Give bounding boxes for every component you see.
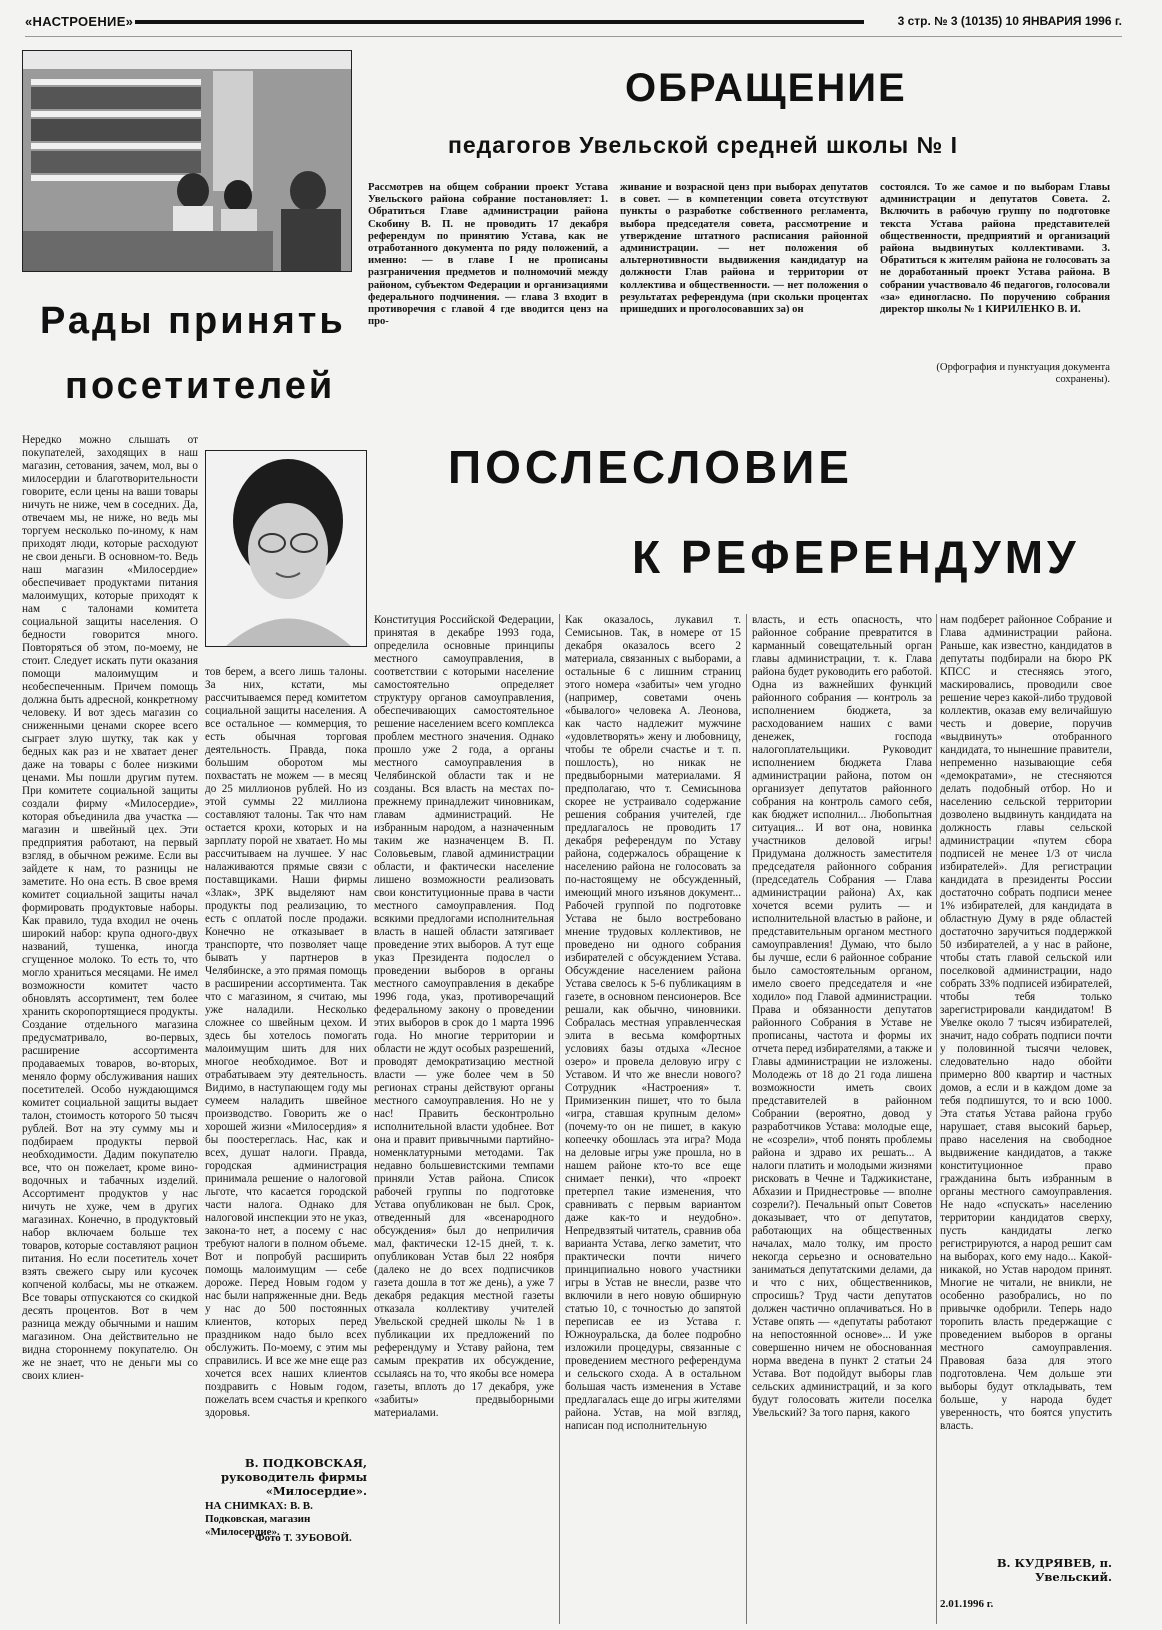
newspaper-section-title: «НАСТРОЕНИЕ» [25, 14, 134, 29]
appeal-column-2: живание и возрасной ценз при выборах депутатов в совет. — в компетенции совета отсутствуют пункты о разработке собственного регламента, выбора председателя совета, рассмотрение и утверждение штатного расписания районной администрации. — нет положения об альтернотивности выдвижения кандидатур на должности Глав района и территории от коллектива и общественности. — нет положения о результатах референдума (при скольки процентах пришедших и проголосовавших за) он [620, 182, 868, 316]
appeal-title: ОБРАЩЕНИЕ [625, 66, 907, 110]
afterword-column-2: Как оказалось, лукавил т. Семисынов. Так, в номере от 15 декабря оказалось всего 2 материала, связанных с выборами, а остальные 6 с лишним страниц этого номера «забиты» чем угодно (например, советами очень «бывалого» человека А. Леонова, как часто надлежит мужчине «удовлетворять» жену и любовницу, чтобы те обрели счастье и т. п. пошлость), но никак не предвыборными материалами. Я предполагаю, что т. Семисынова скорее не устраивало содержание решения собрания учителей, где предлагалось не проводить 17 декабря референдум по Уставу района, содержалось обращение к населению района не голосовать за по-настоящему не обсужденный, имеющий много изъянов документ... Рабочей группой по подготовке Устава не было востребовано мнение трудовых коллективов, не проведено ни одного собрания избирателей с обсуждением Устава. Обсуждение населением района Устава свелось к 5-6 публикациям в газете, в основном пенсионеров. Все решали, как обычно, чиновники. Собралась местная управленческая элита в весьма комфортных условиях базы отдыха «Лесное озеро» и провела деловую игру с Уставом. И что же внесли нового? Сотрудник «Настроения» т. Примизенкин пишет, что то была «игра, ставшая крупным делом» (почему-то он не пишет, в какую копеечку обошлась эта игра? Мода на деловые игры уже прошла, но в нашем районе кто-то все еще снимает пенки), что «проект претерпел такие изменения, что сравнивать с первым вариантом даже как-то и неудобно». Непредвзятый читатель, сравнив оба варианта Устава, легко заметит, что практически почти ничего принципиально нового участники игры в Устав не внесли, разве что включили в него новую обширную статью 10, с точностью до запятой переписав ее из Устава г. Южноуральска, да более подробно изложили процедуры, связанные с проведением местного референдума и сельского схода. А в остальном большая часть изменения в Уставе предлагалась еще до игры жителями района. Устав, на мой взгляд, написан под исполнительную [565, 614, 741, 1432]
visitors-column-1: Нередко можно слышать от покупателей, заходящих в наш магазин, сетования, зачем, мол, вы о милосердии и благотворительности говорите, если цены на ваши товары ничуть не ниже, чем в соседних. Да, отвечаем мы, не ниже, но ведь мы торгуем несколько по-иному, к нам приходят люди, которые расходуют не свои деньги. В основном-то. Ведь наш магазин «Милосердие» обеспечивает продуктами питания малоимущих, которые приходят к нам с талонами комитета социальной защиты населения. О бедности говорится много. Повторяться об этом, по-моему, не стоит. Следует искать пути оказания помощи малоимущим и нєобеспеченным. Причем помощь должна быть адресной, конкретному человеку. И вот здесь магазин со сниженными ценами скорее всего сыграет злую шутку, так как у бедных как раз и не хватает денег даже на товары с более низкими ценами. Мы пошли другим путем. При комитете социальной защиты создали фирму «Милосердие», которая объединила два участка — магазин и швейный цех. Эти предприятия работают, на первый взгляд, в обычном режиме. Если вы зайдете к нам, то разницы не заметите. Но она есть. В свое время комитет социальной защиты начал формировать продуктовые наборы. Как правило, туда входил не очень широкий набор: крупа одного-двух названий, тушенка, иногда сгущенное молоко. То есть то, что могло храниться месяцами. Не имел возможности комитет часто обновлять ассортимент, тем более хранить скоропортящиеся продукты. Создание отдельного магазина предусматривало, во-первых, расширение ассортимента продаваемых товаров, во-вторых, меняло форму обслуживания наших посетителей. Особо нуждающимся комитет социальной защиты выдает талон, стоимость которого 50 тысяч рублей. Вот на эту сумму мы и подбираем продукты первой необходимости. Дадим покупателю все, что он пожелает, кроме вино-водочных и табачных изделий. Ассортимент продуктов у нас ничуть не хуже, чем в других магазинах. Конечно, в продуктовый набор включаем больше тех товаров, которые составляют рацион питания. Но если посетитель хочет взять свежего сыру или кусочек копченой колбасы, мы не откажем. Все товары отпускаются со скидкой десять процентов. Вот в чем разница между обычными и нашим магазином. Она действительно не видна стороннему покупателю. Он же не знает, что не деньги мы со своих клиен- [22, 434, 198, 1382]
visitors-signature: В. ПОДКОВСКАЯ, руководитель фирмы «Милосердие». [220, 1456, 367, 1498]
column-divider [559, 614, 560, 1624]
header-underline [25, 36, 1122, 37]
visitors-title-line2: посетителей [65, 365, 336, 407]
column-divider [746, 614, 747, 1624]
afterword-column-4: нам подберет районное Собрание и Глава администрации района. Раньше, как известно, кандидатов в депутаты подбирали на бюро РК КПСС и стесняясь этого, маскировались, проводили свое решение через какой-либо трудовой коллектив, оказав ему величайшую честь и доверие, поручив «выдвинуть» отобранного кандидата, то нынешние правители, непременно называющие себя «демократами», не стесняются делать подобный отбор. Но и населению сельской территории дозволено выдвинуть кандидата на должность главы сельской администрации «путем сбора подписей не менее 1/3 от числа избирателей». Для регистрации кандидата в президенты России достаточно собрать подписи менее 1% избирателей, для кандидата в областную Думу в ряде областей достаточно заручиться поддержкой 50 избирателей, а у нас в районе, чтобы стать главой сельской или поселковой администрации, надо собрать 33% подписей избирателей, чтобы тебя только зарегистрировали кандидатом! В Увелке около 7 тысяч избирателей, значит, надо собрать подписи почти у половинной тысячи человек, следовательно надо обойти примерно 800 квартир и частных домов, а если и в каждом доме за тебя подпишутся, то и всю 1000. Эта статья Устава района грубо нарушает, ставя высокий барьер, право населения на свободное выдвижение кандидатов, а также конституционное право гражданина быть избранным в органы местного самоуправления. Не надо «спускать» населению территории кандидатов сверху, пусть кандидаты легко регистрируются, а народ решит сам на выборах, кого ему надо... Какой-никакой, но Устав народом принят. Многие не читали, не вникли, не особенно разобрались, но по привычке одобрили. Теперь надо торопить власть предержащие с проведением выборов в органы местного самоуправления. Правовая база для этого подготовлена. Чем дольше эти выборы будут откладывать, тем больше, у народа будет уверенность, что боятся упустить власть. [940, 614, 1112, 1432]
afterword-title-line2: К РЕФЕРЕНДУМУ [632, 531, 1080, 583]
header-rule [135, 20, 864, 24]
afterword-date: 2.01.1996 г. [940, 1598, 994, 1610]
column-divider [936, 614, 937, 1624]
afterword-column-1: Конституция Российской Федерации, принятая в декабре 1993 года, определила основные принципы местного самоуправления, в соответствии с которыми население самостоятельно определяет структуру органов самоуправления, обеспечивающих самостоятельное решение населением всего комплекса проблем местного значения. Однако прошло уже 2 года, а органы местного самоуправления в Челябинской области так и не созданы. Вся власть на местах по-прежнему принадлежит чиновникам, главам администраций. Не избранным народом, а назначенным таким же назначенцем В. П. Соловьевым, главой администрации области, и фактически население лишено возможности реализовать свои конституционные права в части местного самоуправления. Под всякими предлогами исполнительная власть в нашей области затягивает проведение этих выборов. А тут еще указ Президента подослел о проведении выборов в органы местного самоуправления в декабре 1996 года, указ, противоречащий федеральному закону о проведении этих выборов в срок до 1 марта 1996 года. Но многие территории и области не ждут особых разрешений, проводят демократизацию местной власти — уже более чем в 50 регионах страны действуют органы местного самоуправления. Но не у нас! Править бесконтрольно исполнительной власти удобнее. Вот она и правит привычными партийно-номенклатурными методами. Так недавно большевистскими темпами приняли Устав района. Список рабочей группы по подготовке Устава опубликован не был. Срок, отведенный для «всенародного обсуждения» был до неприличия мал, фактически 12-15 дней, т. к. опубликован Устав был 22 ноября (далеко не до всех подписчиков газета дошла в тот же день), а уже 7 декабря редакция местной газеты отказала коллективу учителей Увельской средней школы № 1 в публикации их предложений по референдуму и Уставу района, тем самым прекратив их обсуждение, ссылаясь на то, что якобы все номера газеты, вплоть до 17 декабря, уже «забиты» предвыборными материалами. [374, 614, 554, 1419]
shop-photo [22, 50, 352, 272]
afterword-column-3: власть, и есть опасность, что районное собрание превратится в карманный совещательный орган главы администрации, т. к. Глава района будет руководить его работой. Одна из важнейших функций районного собрания — контроль за исполнением бюджета, за расходованием наших с вами денежек, господа налогоплательщики. Руководит исполнением бюджета Глава администрации района, потом он организует депутатов районного собрания на контроль самого себя, как бюджет исполнил... Любопытная ситуация... И вот она, новинка участников деловой игры! Придумана должность заместителя председателя районного собрания (председатель Собрания — Глава администрации района) Ах, как хочется всеми рулить — и исполнительной властью в районе, и представительным органом местного самоуправления! Думаю, что было бы лучше, если 6 районное собрание было самостоятельным органом, имело своего председателя и «не ходило» под Главой администрации. Права и обязанности депутатов районного Собрания в Уставе не прописаны, частота и формы их отчета перед избирателями, а также и Главы администрации не изложены. Молодежь от 18 до 21 года лишена возможности иметь своих представителей в районном Собрании (вероятно, довод у разработчиков Устава: молодые еще, не «созрели», чтоб понять проблемы района и здраво их решать... А налоги платить и молодыми жизнями рисковать в Чечне и Таджикистане, Абхазии и Приднестровье — вполне созрели?). Печальный опыт Советов доказывает, что от депутатов, работающих на общественных началах, мало толку, им просто некогда серьезно и основательно заниматься депутатскими делами, да и что с них, общественников, спросишь? Труд части депутатов должен частично оплачиваться. Но в Уставе опять — «депутаты работают на непостоянной основе»... И уже совершенно ничем не обоснованная норма введена в пункт 2 статьи 24 Устава. Вот подойдут выборы глав сельских администраций, и за кого будут голосовать жители поселка Увельский? За того парня, какого [752, 614, 932, 1419]
appeal-subtitle: педагогов Увельской средней школы № I [448, 132, 959, 158]
afterword-title-line1: ПОСЛЕСЛОВИЕ [448, 441, 853, 493]
portrait-photo [205, 450, 367, 647]
issue-info: 3 стр. № 3 (10135) 10 ЯНВАРИЯ 1996 г. [897, 14, 1122, 28]
appeal-column-1: Рассмотрев на общем собрании проект Устава Увельского района собрание постановляет: 1. Обратиться Главе администрации района Скобину В. П. не проводить 17 декабря референдум по принятию Устава, как не отработанного документа по ряду положений, а именно: — в главе I не прописаны разграничения предметов и полномочий между районом, субъектом Федерации и организациями федерального подчинения. — глава 3 входит в противоречия с главой 4 где вводится ценз на про- [368, 182, 608, 328]
appeal-note: (Орфография и пунктуация документа сохранены). [936, 362, 1110, 385]
appeal-column-3: состоялся. То же самое и по выборам Главы администрации и депутатов Совета. 2. Включить в рабочую группу по подготовке текста Устава района представителей общественности, предприятий и организаций района выдвинутых коллективами. 3. Обратиться к жителям района не голосовать за не доработанный проект Устава района. В собрании участвовало 46 педагогов, голосовали «за» единогласно. По поручению собрания директор школы № 1 КИРИЛЕНКО В. И. [880, 182, 1110, 316]
afterword-signature: В. КУДРЯВЕВ, п. Увельский. [996, 1556, 1112, 1584]
visitors-title-line1: Рады принять [40, 300, 346, 342]
visitors-column-2: тов берем, а всего лишь талоны. За них, кстати, мы рассчитываемся перед комитетом социальной защиты населения. А все остальное — коммерция, то есть обычная торговая деятельность. Правда, пока большим оборотом мы похвастать не можем — в месяц до 25 миллионов рублей. Но из этой суммы 22 миллиона составляют талоны. Так что нам остается крохи, которых и на зарплату порой не хватает. Но мы рассчитываем на лучшее. У нас налаживаются прямые связи с поставщиками. Наши фирмы «Злак», ЗРК выделяют нам продукты под реализацию, то есть с оплатой после продажи. Конечно не отказывает в транспорте, что позволяет чаще бывать у партнеров в Челябинске, а это прямая помощь в расширении ассортимента. Так что с магазином, я считаю, мы уже наладили. Несколько сложнее со швейным цехом. И здесь бы хотелось помогать малоимущим шить для них многое необходимое. Вот и отрабатываем эту деятельность. Видимо, в наступающем году мы сумеем наладить швейное производство. Говорить же о хорошей жизни «Милосердия» я бы поостереглась. Нас, как и всех, душат налоги. Правда, городская администрация принимала решение о налоговой льготе, что касается городской части налога. Однако для налоговой инспекции это не указ, закона-то нет, а посему с нас требуют налоги в полном объеме. Вот и попробуй расширить помощь малоимущим — себе дороже. Перед Новым годом у нас были напряженные дни. Ведь у нас до 500 постоянных клиентов, которых перед праздником надо было всех обслужить. По-моему, с этим мы справились. И все же мне еще раз хочется всех наших клиентов поздравить с Новым годом, пожелать всем счастья и крепкого здоровья. [205, 666, 367, 1419]
photo-caption: НА СНИМКАХ: В. В. Подковская, магазин «Милосердие». [205, 1500, 313, 1538]
photo-credit: Фото Т. ЗУБОВОЙ. [255, 1532, 352, 1544]
